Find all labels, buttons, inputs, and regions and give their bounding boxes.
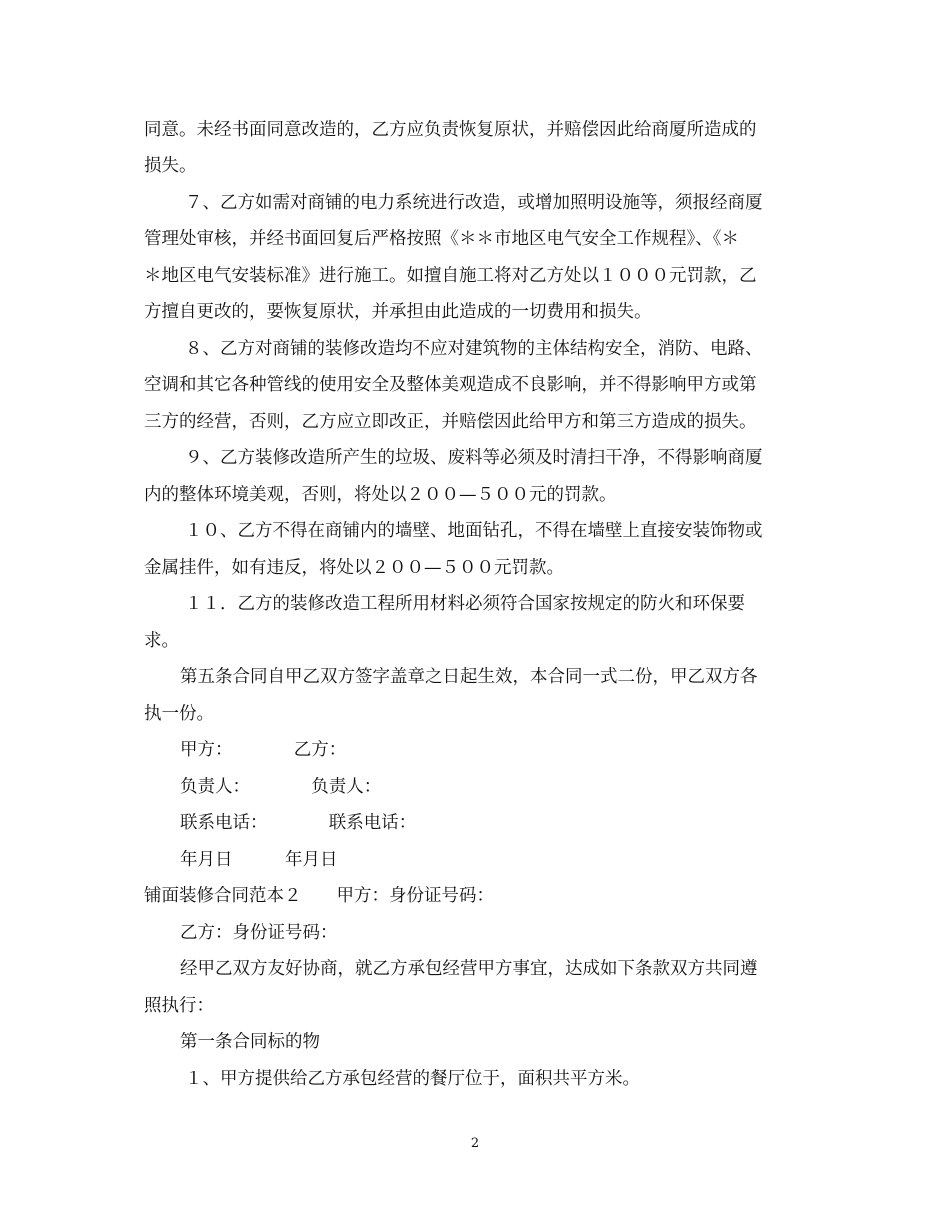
second-contract-heading: 铺面装修合同范本２ 甲方：身份证号码： [144, 886, 494, 906]
body-line: 求。 [144, 631, 179, 651]
clause-1-line: １、甲方提供给乙方承包经营的餐厅位于，面积共平方米。 [185, 1069, 640, 1089]
article-1-heading: 第一条合同标的物 [180, 1032, 320, 1052]
signature-responsible-line: 负责人： 负责人： [180, 777, 382, 797]
body-line: ＊地区电气安装标准》进行施工。如擅自施工将对乙方处以１０００元罚款，乙 [144, 266, 757, 286]
party-b-id-line: 乙方：身份证号码： [180, 923, 338, 943]
signature-party-line: 甲方： 乙方： [180, 740, 347, 760]
body-line: 内的整体环境美观，否则，将处以２００—５００元的罚款。 [144, 485, 617, 505]
page-number: 2 [470, 1136, 480, 1151]
body-line: 执一份。 [144, 704, 214, 724]
signature-date-line: 年月日 年月日 [180, 850, 338, 870]
signature-phone-line: 联系电话： 联系电话： [180, 813, 417, 833]
body-line: 照执行： [144, 996, 214, 1016]
body-line: 同意。未经书面同意改造的，乙方应负责恢复原状，并赔偿因此给商厦所造成的 [144, 120, 757, 140]
body-line: 方擅自更改的，要恢复原状，并承担由此造成的一切费用和损失。 [144, 302, 652, 322]
body-line: 金属挂件，如有违反，将处以２００—５００元罚款。 [144, 558, 564, 578]
body-line: 损失。 [144, 156, 197, 176]
body-line: 管理处审核，并经书面回复后严格按照《＊＊市地区电气安全工作规程》、《＊ [144, 229, 739, 249]
clause-9-start: ９、乙方装修改造所产生的垃圾、废料等必须及时清扫干净，不得影响商厦 [185, 448, 763, 468]
body-line: 三方的经营，否则，乙方应立即改正，并赔偿因此给甲方和第三方造成的损失。 [144, 412, 757, 432]
preamble-line: 经甲乙双方友好协商，就乙方承包经营甲方事宜，达成如下条款双方共同遵 [180, 959, 758, 979]
clause-7-start: ７、乙方如需对商铺的电力系统进行改造，或增加照明设施等，须报经商厦 [185, 193, 763, 213]
clause-11-start: １１．乙方的装修改造工程所用材料必须符合国家按规定的防火和环保要 [185, 594, 745, 614]
article-5-start: 第五条合同自甲乙双方签字盖章之日起生效，本合同一式二份，甲乙双方各 [180, 667, 758, 687]
clause-10-start: １０、乙方不得在商铺内的墙壁、地面钻孔，不得在墙壁上直接安装饰物或 [185, 521, 763, 541]
body-line: 空调和其它各种管线的使用安全及整体美观造成不良影响，并不得影响甲方或第 [144, 375, 757, 395]
clause-8-start: ８、乙方对商铺的装修改造均不应对建筑物的主体结构安全，消防、电路、 [185, 339, 763, 359]
